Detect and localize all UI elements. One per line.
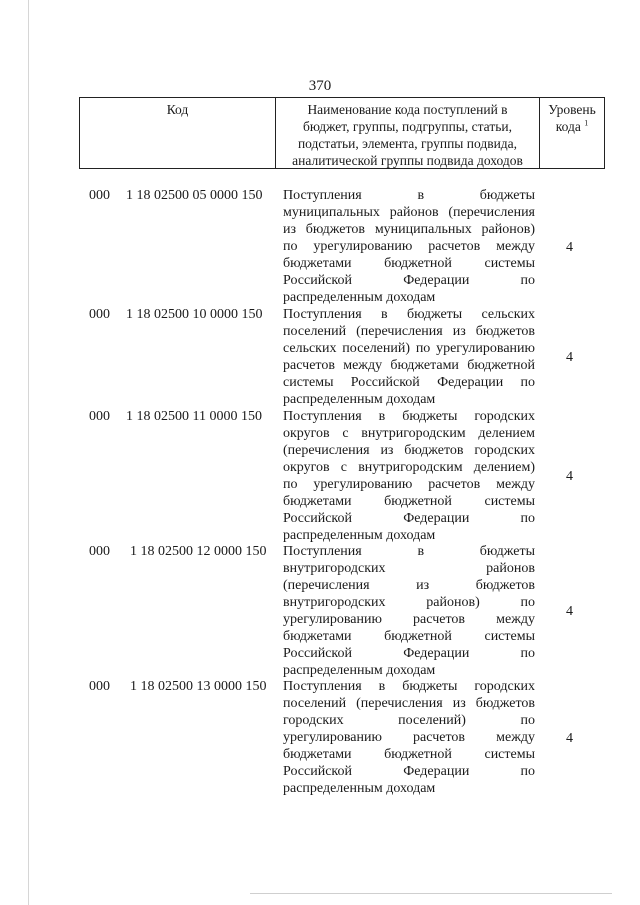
description-line: поселений (перечисления из бюджетов [283, 324, 535, 339]
description-line: Российской Федерации по [283, 646, 535, 661]
header-name-line: Наименование кода поступлений в [307, 102, 508, 117]
description-line: распределенным доходам [283, 781, 436, 796]
admin-code: 000 [89, 409, 110, 424]
description-line: бюджетами бюджетной системы [283, 747, 535, 762]
revenue-description [283, 187, 535, 306]
admin-code: 000 [89, 307, 110, 322]
description-line: (перечисления из бюджетов городских [283, 443, 535, 458]
header-name-line: аналитической группы подвида доходов [292, 153, 523, 168]
description-line: муниципальных районов (перечисления [283, 205, 535, 220]
description-line: Поступления в бюджеты городских [283, 409, 535, 424]
description-line: распределенным доходам [283, 290, 436, 305]
description-line: городских поселений) по [283, 713, 535, 728]
revenue-code: 1 18 02500 13 0000 150 [130, 679, 267, 694]
description-line: распределенным доходам [283, 528, 436, 543]
description-line: распределенным доходам [283, 663, 436, 678]
admin-code: 000 [89, 544, 110, 559]
header-level-word: кода [555, 119, 581, 134]
header-name-line: подстатьи, элемента, группы подвида, [297, 136, 518, 151]
description-line: расчетов между бюджетами бюджетной [283, 358, 535, 373]
revenue-code: 1 18 02500 11 0000 150 [126, 409, 262, 424]
code-level: 4 [566, 731, 573, 746]
revenue-description [283, 543, 535, 679]
description-line: по урегулированию расчетов между [283, 477, 535, 492]
description-line: бюджетами бюджетной системы [283, 494, 535, 509]
description-line: внутригородских районов) по [283, 595, 535, 610]
description-line: Поступления в бюджеты сельских [283, 307, 535, 322]
revenue-description [283, 306, 535, 408]
admin-code: 000 [89, 679, 110, 694]
description-line: бюджетами бюджетной системы [283, 256, 535, 271]
scan-edge-bottom [250, 893, 612, 894]
code-level: 4 [566, 604, 573, 619]
header-name [276, 98, 540, 168]
description-line: округов с внутригородским делением [283, 426, 535, 441]
description-line: поселений (перечисления из бюджетов [283, 696, 535, 711]
revenue-code: 1 18 02500 05 0000 150 [126, 188, 263, 203]
revenue-description [283, 408, 535, 544]
description-line: Поступления в бюджеты [283, 188, 535, 203]
description-line: сельских поселений) по урегулированию [283, 341, 535, 356]
header-level-line: Уровень [548, 102, 596, 117]
description-line: Российской Федерации по [283, 273, 535, 288]
header-code: Код [80, 98, 276, 168]
description-line: урегулированию расчетов между [283, 730, 535, 745]
footnote-marker: 1 [584, 118, 589, 128]
code-level: 4 [566, 350, 573, 365]
description-line: бюджетами бюджетной системы [283, 629, 535, 644]
admin-code: 000 [89, 188, 110, 203]
header-level-line [540, 118, 604, 135]
revenue-code: 1 18 02500 10 0000 150 [126, 307, 263, 322]
scan-edge-left [28, 0, 29, 905]
page-number: 370 [308, 78, 332, 94]
description-line: системы Российской Федерации по [283, 375, 535, 390]
revenue-code: 1 18 02500 12 0000 150 [130, 544, 267, 559]
table-header [79, 97, 605, 169]
description-line: Поступления в бюджеты [283, 544, 535, 559]
description-line: (перечисления из бюджетов [283, 578, 535, 593]
description-line: внутригородских районов [283, 561, 535, 576]
description-line: округов с внутригородским делением) [283, 460, 535, 475]
description-line: по урегулированию расчетов между [283, 239, 535, 254]
header-name-line: бюджет, группы, подгруппы, статьи, [303, 119, 512, 134]
code-level: 4 [566, 240, 573, 255]
description-line: распределенным доходам [283, 392, 436, 407]
description-line: Поступления в бюджеты городских [283, 679, 535, 694]
description-line: из бюджетов муниципальных районов) [283, 222, 535, 237]
header-level [540, 98, 604, 168]
description-line: урегулированию расчетов между [283, 612, 535, 627]
description-line: Российской Федерации по [283, 511, 535, 526]
code-level: 4 [566, 469, 573, 484]
revenue-description [283, 678, 535, 797]
description-line: Российской Федерации по [283, 764, 535, 779]
